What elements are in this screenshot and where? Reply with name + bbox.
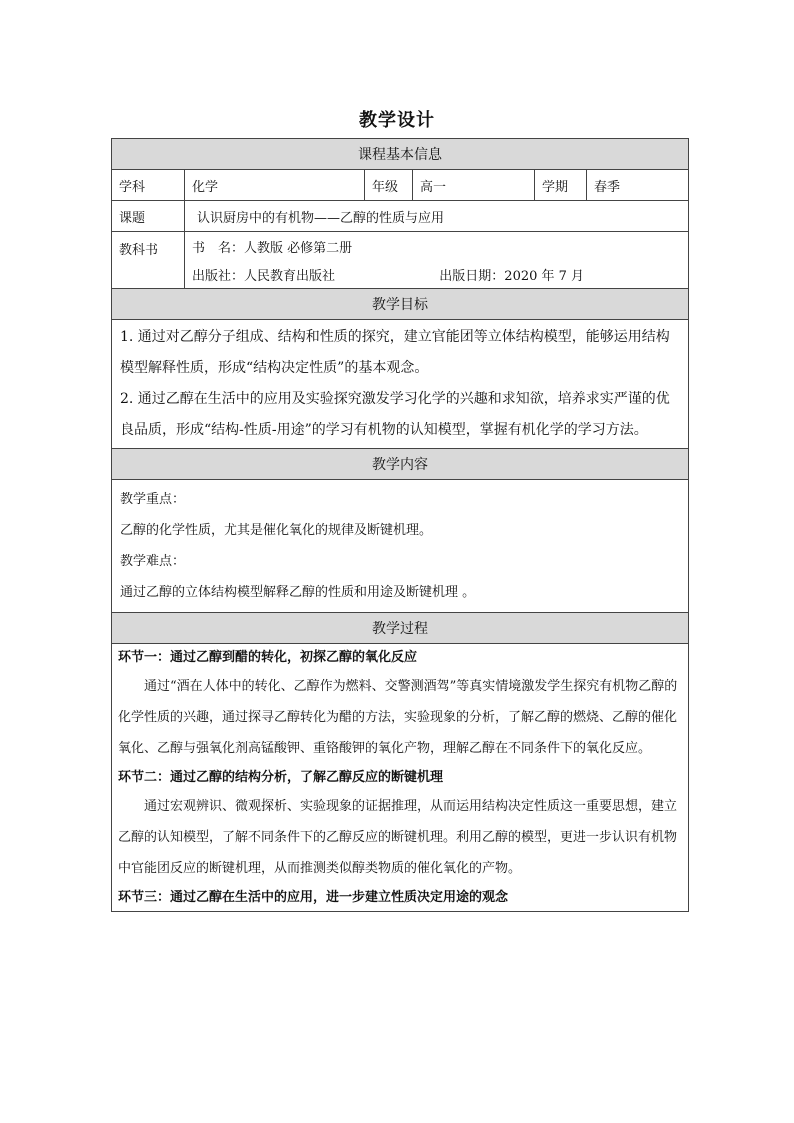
grade-label: 年级	[365, 170, 413, 201]
term-value: 春季	[587, 170, 689, 201]
publication-date: 出版日期：2020 年 7 月	[439, 268, 585, 284]
objective-item: 2. 通过乙醇在生活中的应用及实验探究激发学习化学的兴趣和求知欲，培养求实严谨的优良品质，形成“结构-性质-用途”的学习有机物的认知模型，掌握有机化学的学习方法。	[120, 391, 670, 438]
subject-label: 学科	[112, 170, 185, 201]
lesson-plan-table	[111, 138, 689, 912]
key-points-label: 教学重点：	[120, 492, 186, 507]
process-cell	[112, 644, 689, 912]
section-header-objectives: 教学目标	[112, 289, 689, 320]
step2-title: 环节二：通过乙醇的结构分析，了解乙醇反应的断键机理	[118, 770, 444, 785]
step1-title: 环节一：通过乙醇到醋的转化，初探乙醇的氧化反应	[118, 650, 418, 665]
document-title: 教学设计	[359, 110, 435, 131]
objectives-cell	[112, 320, 689, 449]
difficulty-text: 通过乙醇的立体结构模型解释乙醇的性质和用途及断键机理 。	[120, 585, 476, 600]
book-name: 书 名：人教版 必修第二册	[185, 232, 689, 261]
step3-title: 环节三：通过乙醇在生活中的应用，进一步建立性质决定用途的观念	[118, 890, 509, 905]
textbook-label: 教科书	[112, 232, 185, 289]
section-header-content: 教学内容	[112, 449, 689, 480]
subject-value: 化学	[185, 170, 365, 201]
publisher: 出版社：人民教育出版社	[192, 268, 336, 284]
topic-label: 课题	[112, 201, 185, 232]
section-header-process: 教学过程	[112, 613, 689, 644]
topic-value: 认识厨房中的有机物——乙醇的性质与应用	[185, 201, 689, 232]
step1-body: 通过“酒在人体中的转化、乙醇作为燃料、交警测酒驾”等真实情境激发学生探究有机物乙醇的化学性质的兴趣，通过探寻乙醇转化为醋的方法，实验现象的分析，了解乙醇的燃烧、乙醇的催化氧化、乙醇与强氧化剂高锰酸钾、重铬酸钾的氧化产物，理解乙醇在不同条件下的氧化反应。	[118, 679, 678, 756]
grade-value: 高一	[413, 170, 535, 201]
term-label: 学期	[535, 170, 587, 201]
section-header-basic-info: 课程基本信息	[112, 139, 689, 170]
objective-item: 1. 通过对乙醇分子组成、结构和性质的探究，建立官能团等立体结构模型，能够运用结构模型解释性质，形成“结构决定性质”的基本观念。	[120, 329, 670, 376]
content-cell	[112, 480, 689, 613]
step2-body: 通过宏观辨识、微观探析、实验现象的证据推理，从而运用结构决定性质这一重要思想，建立乙醇的认知模型，了解不同条件下的乙醇反应的断键机理。利用乙醇的模型，更进一步认识有机物中官能团反应的断键机理，从而推测类似醇类物质的催化氧化的产物。	[118, 799, 678, 876]
publisher-row	[185, 260, 689, 289]
key-points-text: 乙醇的化学性质，尤其是催化氧化的规律及断键机理。	[120, 523, 433, 538]
difficulty-label: 教学难点：	[120, 554, 186, 569]
